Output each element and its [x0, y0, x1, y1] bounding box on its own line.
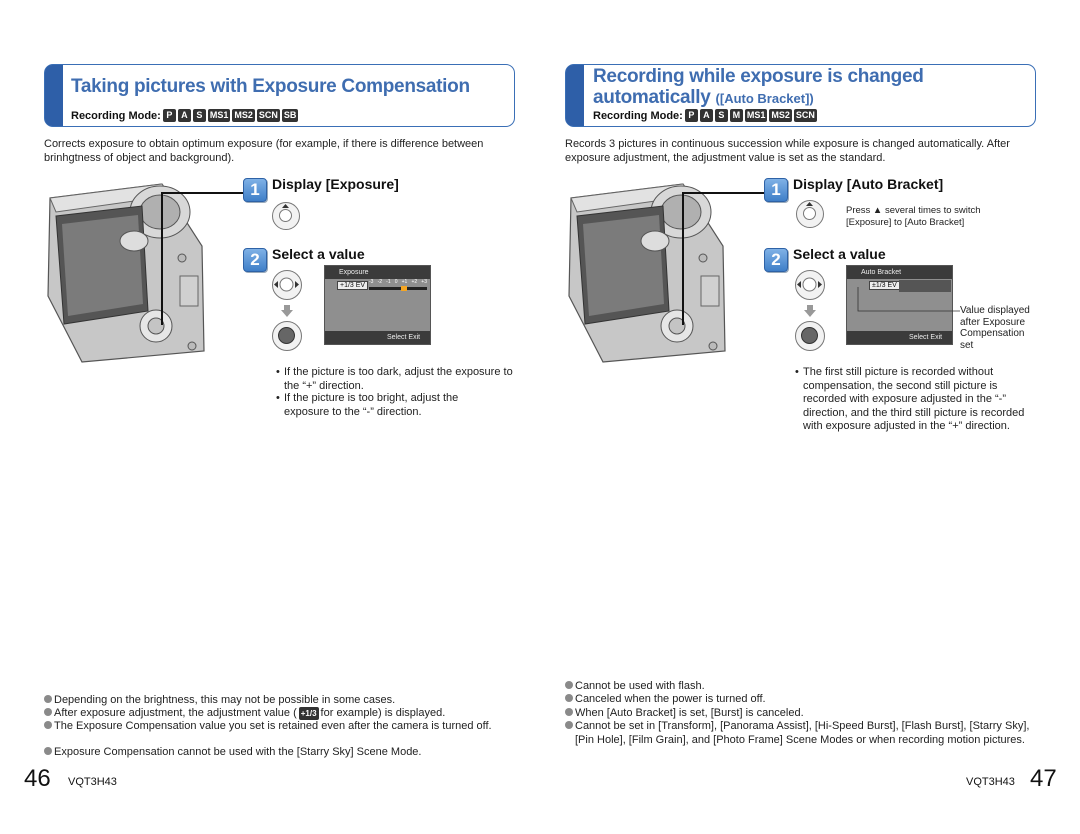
- mode-ms2-icon: MS2: [234, 110, 253, 120]
- left-note-2: [44, 707, 514, 721]
- left-step-2-label: Select a value: [272, 246, 365, 262]
- mode-sb-icon: SB: [283, 110, 297, 120]
- right-page-title-line1: Recording while exposure is changed: [593, 66, 924, 87]
- right-recording-mode: [593, 109, 817, 122]
- note-dot-icon: [565, 694, 573, 702]
- left-note-4: [44, 746, 514, 760]
- lcd-footer: Select Exit: [325, 331, 430, 344]
- right-page-title-line2: [593, 87, 814, 109]
- note-text: Canceled when the power is turned off.: [575, 693, 766, 705]
- right-doc-code: VQT3H43: [966, 776, 1015, 788]
- left-note-3: [44, 720, 524, 734]
- right-note-3: [565, 707, 1040, 721]
- scale-tick: -3: [369, 279, 374, 285]
- left-note-1: [44, 694, 514, 708]
- right-intro: Records 3 pictures in continuous succession while exposure is changed automatically. After exposure adjustment, the adjustment value is set as the standard.: [565, 138, 1010, 164]
- scale-tick: +1: [401, 279, 408, 285]
- title-suffix: ([Auto Bracket]): [715, 91, 814, 106]
- scale-tick: -2: [377, 279, 383, 285]
- note-text: After exposure adjustment, the adjustment value (: [54, 707, 297, 719]
- lcd-footer: Select Exit: [847, 331, 952, 344]
- mode-a-icon: A: [178, 109, 191, 122]
- scale-tick: 0: [394, 279, 398, 285]
- callout-line: [150, 183, 250, 333]
- bullet-text: If the picture is too bright, adjust the exposure to the “-” direction.: [284, 392, 459, 418]
- bullet-text: If the picture is too dark, adjust the exposure to the “+” direction.: [284, 366, 513, 392]
- callout-line: [671, 183, 771, 333]
- title-text: automatically: [593, 87, 711, 108]
- note-dot-icon: [44, 708, 52, 716]
- right-note-4: [565, 720, 1050, 747]
- right-step-1-number: 1: [764, 178, 788, 202]
- right-bullet-1: [795, 366, 1043, 434]
- scale-tick: -1: [386, 279, 391, 285]
- title-accent-strip: [45, 65, 63, 126]
- right-step-2-label: Select a value: [793, 246, 886, 262]
- lcd-value: ±1/3 EV: [869, 281, 900, 290]
- note-text: Exposure Compensation cannot be used with the [Starry Sky] Scene Mode.: [54, 746, 422, 758]
- note-text: Cannot be used with flash.: [575, 680, 705, 692]
- bullet-mark: •: [276, 366, 280, 378]
- right-step-2-number: 2: [764, 248, 788, 272]
- left-step-1-label: Display [Exposure]: [272, 176, 399, 192]
- mode-s-icon: S: [715, 109, 728, 122]
- exposure-value-icon: +1/3: [300, 709, 317, 718]
- note-dot-icon: [44, 721, 52, 729]
- mode-ms1-icon: MS1: [746, 110, 766, 120]
- recording-mode-label: Recording Mode:: [593, 109, 683, 122]
- cursor-button-up-icon: [796, 200, 824, 228]
- value-callout-line: [857, 287, 961, 317]
- note-dot-icon: [565, 681, 573, 689]
- down-arrow-icon: [804, 304, 816, 316]
- title-accent-strip: [566, 65, 584, 126]
- bullet-text: The first still picture is recorded without compensation, the second still picture is recorded with exposure adjusted in the “-” direction, and the third still picture is recorded with exposure adjusted in the “+” direction.: [803, 366, 1025, 432]
- left-bullet-2: [276, 392, 504, 419]
- scale-tick: +2: [411, 279, 418, 285]
- cursor-button-left-right-icon: [272, 270, 302, 300]
- menu-set-button-icon: [795, 321, 825, 351]
- note-dot-icon: [44, 695, 52, 703]
- note-text: Cannot be set in [Transform], [Panorama Assist], [Hi-Speed Burst], [Flash Burst], [Starry Sky], [Pin Hole], [Film Grain], and [Photo Frame] Scene Modes or when recording motion pictures.: [575, 720, 1030, 746]
- left-doc-code: VQT3H43: [68, 776, 117, 788]
- note-dot-icon: [565, 721, 573, 729]
- menu-set-button-icon: [272, 321, 302, 351]
- right-note-2: [565, 693, 1040, 707]
- note-text: Depending on the brightness, this may not be possible in some cases.: [54, 694, 396, 706]
- exposure-marker: [401, 286, 407, 291]
- left-recording-mode: [71, 109, 298, 122]
- left-intro: Corrects exposure to obtain optimum exposure (for example, if there is difference between brinhgtness of object and background).: [44, 138, 484, 164]
- left-page-title: Taking pictures with Exposure Compensation: [71, 76, 470, 97]
- bullet-mark: •: [795, 366, 799, 378]
- lcd-scale: [369, 279, 427, 293]
- exposure-scale-bar: [369, 287, 427, 290]
- left-bullet-1: [276, 366, 524, 393]
- mode-m-icon: M: [730, 109, 743, 122]
- value-callout-text: Value displayed after Exposure Compensation set: [960, 305, 1030, 351]
- lcd-title: Auto Bracket: [847, 266, 952, 279]
- left-page-number: 46: [24, 765, 51, 792]
- note-text: for example) is displayed.: [320, 707, 446, 719]
- note-dot-icon: [44, 747, 52, 755]
- right-page-number: 47: [1030, 765, 1057, 792]
- mode-scn-icon: SCN: [258, 110, 278, 120]
- note-text: The Exposure Compensation value you set is retained even after the camera is turned off.: [54, 720, 492, 732]
- mode-p-icon: P: [163, 109, 176, 122]
- scale-tick: +3: [421, 279, 427, 285]
- mode-ms1-icon: MS1: [209, 110, 229, 120]
- lcd-title: Exposure: [325, 266, 430, 279]
- lcd-exposure-screen: [324, 265, 431, 345]
- right-step-1-label: Display [Auto Bracket]: [793, 176, 944, 192]
- mode-a-icon: A: [700, 109, 713, 122]
- lcd-value: +1/3 EV: [337, 281, 368, 290]
- note-dot-icon: [565, 708, 573, 716]
- right-step-1-note: Press ▲ several times to switch [Exposure] to [Auto Bracket]: [846, 205, 981, 228]
- mode-s-icon: S: [193, 109, 206, 122]
- cursor-button-left-right-icon: [795, 270, 825, 300]
- bullet-mark: •: [276, 392, 280, 404]
- cursor-button-up-icon: [272, 202, 300, 230]
- left-step-1-number: 1: [243, 178, 267, 202]
- mode-ms2-icon: MS2: [771, 110, 790, 120]
- right-note-1: [565, 680, 1040, 694]
- mode-p-icon: P: [685, 109, 698, 122]
- down-arrow-icon: [281, 304, 293, 316]
- left-step-2-number: 2: [243, 248, 267, 272]
- mode-scn-icon: SCN: [795, 110, 815, 120]
- recording-mode-label: Recording Mode:: [71, 109, 161, 122]
- note-text: When [Auto Bracket] is set, [Burst] is canceled.: [575, 707, 804, 719]
